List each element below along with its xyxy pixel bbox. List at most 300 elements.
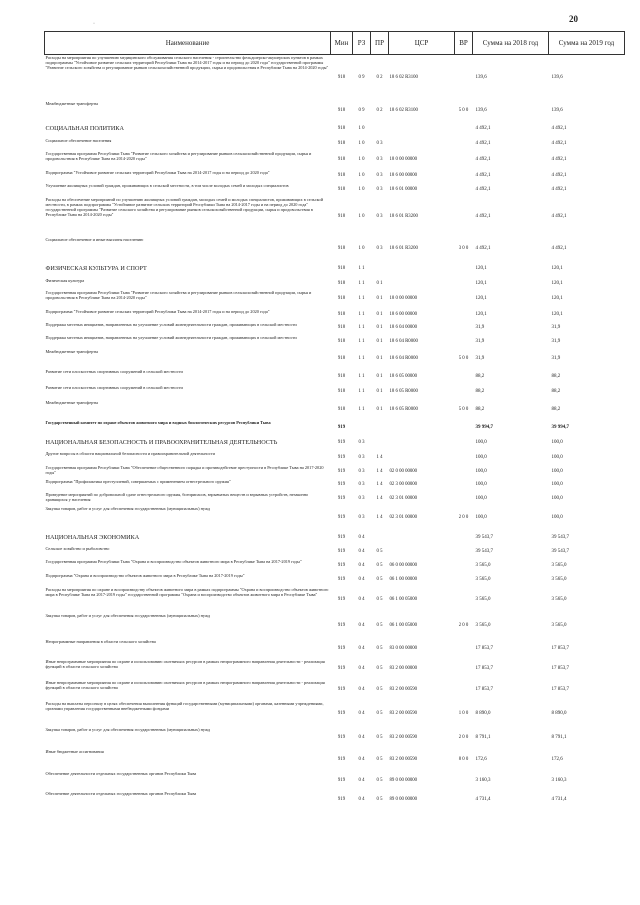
row-sum-2018: 3 565,0: [475, 576, 491, 582]
row-sum-2019: 4 731,4: [551, 796, 567, 802]
table-row: [45, 506, 625, 530]
row-rz: 0 4: [358, 756, 365, 762]
row-sum-2019: 88,2: [551, 373, 561, 379]
row-sum-2019: 39 543,7: [551, 534, 569, 540]
row-pr: 0 5: [376, 562, 383, 568]
row-name: Социальное обеспечение населения: [45, 137, 112, 143]
row-sum-2018: 4 492,1: [475, 157, 491, 163]
row-sum-2019: 3 565,0: [551, 622, 567, 628]
row-min: 919: [337, 424, 346, 430]
row-name: Физическая культура: [45, 277, 85, 283]
row-pr: 0 3: [376, 173, 383, 179]
row-pr: 1 4: [376, 468, 383, 474]
row-vr: [455, 479, 473, 492]
row-sum-2019: 31,9: [551, 325, 561, 331]
row-rz: 0 4: [358, 666, 365, 672]
table-row: [45, 385, 625, 400]
row-min: 918: [337, 266, 346, 272]
row-sum-2018: 3 160,3: [475, 777, 491, 783]
row-csr: 02 0 00 00000: [389, 468, 418, 474]
row-vr: 8 0 0: [458, 756, 469, 762]
header-sum-2018: Сумма на 2018 год: [473, 32, 549, 55]
table-row: [45, 492, 625, 506]
row-sum-2019: 3 565,0: [551, 596, 567, 602]
row-min: 918: [337, 373, 346, 379]
row-csr: 18 6 01 R3200: [389, 213, 418, 219]
row-csr: [389, 546, 455, 559]
row-rz: 0 9: [358, 75, 365, 81]
row-pr: 0 5: [376, 645, 383, 651]
row-min: 919: [337, 440, 346, 446]
row-vr: [455, 322, 473, 335]
row-name: Закупка товаров, работ и услуг для обеспечения государственных (муниципальных) нужд: [45, 612, 211, 618]
row-sum-2018: 4 492,1: [475, 186, 491, 192]
row-min: 919: [337, 756, 346, 762]
row-sum-2018: 4 492,1: [475, 173, 491, 179]
row-sum-2018: 4 731,4: [475, 796, 491, 802]
row-sum-2018: 4 492,1: [475, 245, 491, 251]
row-sum-2019: 17 853,7: [551, 687, 569, 693]
row-vr: [455, 309, 473, 322]
row-min: 919: [337, 514, 346, 520]
row-name: Межбюджетные трансферты: [45, 348, 99, 354]
row-name: Межбюджетные трансферты: [45, 399, 99, 405]
row-vr: [455, 369, 473, 385]
row-sum-2019: 100,0: [551, 440, 563, 446]
row-csr: 02 3 01 00000: [389, 514, 418, 520]
table-row: [45, 573, 625, 587]
header-min: Мин: [331, 32, 353, 55]
row-name: Расходы на мероприятия по улучшению медицинского обслуживания сельского населения - строительство фельдшерско-акушерских пунктов в рамках подпрограммы "Устойчивое развитие сельских территорий Республики Тыва на 2014-2017 годы и на период до 2020 года" государственной программы "Развитие сельского хозяйства и регулирование рынков сельскохозяйственной продукции, сырья и продовольствия в Республике Тыва на 2014-2020 годы": [45, 55, 329, 71]
row-sum-2019: 3 565,0: [551, 562, 567, 568]
row-rz: 1 0: [358, 245, 365, 251]
row-min: 918: [337, 186, 346, 192]
row-min: 918: [337, 173, 346, 179]
header-sum-2019: Сумма на 2019 год: [549, 32, 625, 55]
row-pr: 0 5: [376, 796, 383, 802]
row-pr: 0 5: [376, 596, 383, 602]
row-csr: 83 2 00 00590: [389, 710, 418, 716]
row-min: 918: [337, 325, 346, 331]
row-min: 919: [337, 596, 346, 602]
row-vr: [455, 639, 473, 659]
row-vr: [455, 197, 473, 237]
row-csr: [389, 530, 455, 546]
row-sum-2018: 120,1: [475, 280, 487, 286]
row-pr: [371, 261, 389, 278]
row-vr: [455, 791, 473, 809]
row-vr: 2 0 0: [458, 734, 469, 740]
row-rz: 0 4: [358, 622, 365, 628]
table-row: [45, 138, 625, 151]
row-vr: [455, 573, 473, 587]
row-sum-2019: 100,0: [551, 468, 563, 474]
row-min: 919: [337, 482, 346, 488]
scan-mark: ·: [93, 21, 95, 27]
row-sum-2019: 88,2: [551, 406, 561, 412]
row-csr: 06 1 00 05000: [389, 596, 418, 602]
row-sum-2018: 3 565,0: [475, 562, 491, 568]
row-min: 919: [337, 710, 346, 716]
row-csr: [389, 261, 455, 278]
row-name: Закупка товаров, работ и услуг для обеспечения государственных (муниципальных) нужд: [45, 505, 211, 511]
row-min: 919: [337, 666, 346, 672]
table-row: [45, 465, 625, 479]
header-csr: ЦСР: [389, 32, 455, 55]
header-vr: ВР: [455, 32, 473, 55]
row-rz: [353, 420, 371, 436]
row-name: Улучшение жилищных условий граждан, проживающих в сельской местности, в том числе молодых семей и молодых специалистов: [45, 182, 289, 188]
row-name: Государственная программа Республики Тыва "Развитие сельского хозяйства и регулирование рынков сельскохозяйственной продукции, сырья и продовольствия в Республике Тыва на 2014-2020 годы": [45, 150, 312, 161]
row-sum-2018: 139,6: [475, 107, 487, 113]
row-pr: 0 1: [376, 406, 383, 412]
row-name: Развитие сети плоскостных спортивных сооружений в сельской местности: [45, 368, 183, 374]
row-vr: [455, 680, 473, 701]
row-sum-2019: 120,1: [551, 280, 563, 286]
row-sum-2018: 120,1: [475, 266, 487, 272]
row-name: НАЦИОНАЛЬНАЯ ЭКОНОМИКА: [45, 533, 140, 541]
row-rz: 0 4: [358, 596, 365, 602]
row-min: 918: [337, 296, 346, 302]
table-row: [45, 701, 625, 727]
row-sum-2019: 4 492,1: [551, 213, 567, 219]
row-name: НАЦИОНАЛЬНАЯ БЕЗОПАСНОСТЬ И ПРАВООХРАНИТЕЛЬНАЯ ДЕЯТЕЛЬНОСТЬ: [45, 439, 278, 447]
row-rz: 0 4: [358, 687, 365, 693]
row-csr: 18 6 01 00000: [389, 186, 418, 192]
row-csr: 18 6 01 R3200: [389, 245, 418, 251]
row-vr: [455, 151, 473, 170]
table-row: [45, 659, 625, 680]
table-row: [45, 791, 625, 809]
row-min: 918: [337, 338, 346, 344]
row-csr: 18 6 05 00000: [389, 373, 418, 379]
row-csr: 06 0 00 00000: [389, 562, 418, 568]
row-sum-2019: 39 994,7: [551, 424, 569, 430]
row-csr: [389, 436, 455, 451]
row-sum-2018: 4 492,1: [475, 141, 491, 147]
row-csr: 18 6 02 R3100: [389, 107, 418, 113]
row-sum-2019: 4 492,1: [551, 141, 567, 147]
row-min: 918: [337, 406, 346, 412]
row-vr: [455, 465, 473, 479]
row-vr: [455, 335, 473, 349]
row-pr: 0 1: [376, 373, 383, 379]
row-name: Социальное обеспечение и иные выплаты населению: [45, 236, 144, 242]
row-sum-2018: 17 853,7: [475, 645, 493, 651]
row-sum-2019: 100,0: [551, 454, 563, 460]
table-row: [45, 727, 625, 749]
row-sum-2018: 3 565,0: [475, 622, 491, 628]
row-csr: 18 0 00 00000: [389, 157, 418, 163]
row-name: СОЦИАЛЬНАЯ ПОЛИТИКА: [45, 125, 124, 133]
row-name: Проведение мероприятий по добровольной сдаче огнестрельного оружия, боеприпасов, взрывчатых веществ и взрывных устройств, незаконно хранящихся у населения: [45, 491, 309, 502]
row-sum-2018: 100,0: [475, 454, 487, 460]
row-pr: 0 1: [376, 312, 383, 318]
table-row: [45, 237, 625, 261]
row-pr: 0 1: [376, 355, 383, 361]
row-name: Расходы на мероприятия по охране и воспроизводству объектов животного мира в рамках подпрограммы "Охрана и воспроизводство объектов животного мира в Республике Тыва на 2017-2019 годы" государственной программы "Охрана и воспроизводство объектов животного мира в Республике Тыва": [45, 586, 329, 597]
table-row: [45, 335, 625, 349]
row-sum-2018: 88,2: [475, 373, 485, 379]
row-sum-2018: 100,0: [475, 514, 487, 520]
row-rz: 0 4: [358, 534, 365, 540]
row-sum-2019: 39 543,7: [551, 549, 569, 555]
row-vr: 3 0 0: [458, 245, 469, 251]
row-pr: [371, 420, 389, 436]
table-row: [45, 436, 625, 451]
row-sum-2019: 4 492,1: [551, 126, 567, 132]
row-csr: 18 6 00 00000: [389, 173, 418, 179]
row-rz: 0 3: [358, 454, 365, 460]
row-sum-2019: 172,6: [551, 756, 563, 762]
row-sum-2018: 100,0: [475, 495, 487, 501]
table-row: [45, 420, 625, 436]
row-vr: [455, 436, 473, 451]
row-csr: [389, 121, 455, 138]
row-csr: [389, 451, 455, 465]
page-number: 20: [569, 14, 578, 24]
row-pr: 0 5: [376, 734, 383, 740]
row-sum-2018: 100,0: [475, 482, 487, 488]
row-sum-2019: 139,6: [551, 107, 563, 113]
row-sum-2019: 31,9: [551, 338, 561, 344]
row-sum-2019: 139,6: [551, 75, 563, 81]
row-rz: 0 9: [358, 107, 365, 113]
row-min: 919: [337, 562, 346, 568]
row-name: Другие вопросы в области национальной безопасности и правоохранительной деятельности: [45, 450, 215, 456]
row-name: Расходы на обеспечение мероприятий по улучшению жилищных условий граждан, молодых семей и молодых специалистов, проживающих в сельской местности, в рамках подпрограммы "Устойчивое развитие сельских территорий Республики Тыва на 2014-2017 годы и на период до 2020 года" государственной программы "Развитие сельского хозяйства и регулирование рынков сельскохозяйственной продукции, сырья и продовольствия в Республике Тыва на 2014-2020 годы": [45, 196, 323, 218]
row-csr: 83 2 00 00000: [389, 666, 418, 672]
row-vr: [455, 278, 473, 290]
row-pr: 0 1: [376, 389, 383, 395]
row-vr: [455, 771, 473, 791]
row-sum-2018: 8 791,1: [475, 734, 491, 740]
table-row: [45, 151, 625, 170]
row-sum-2018: 31,9: [475, 338, 485, 344]
row-pr: [371, 436, 389, 451]
row-name: ФИЗИЧЕСКАЯ КУЛЬТУРА И СПОРТ: [45, 265, 147, 273]
row-name: Сельское хозяйство и рыболовство: [45, 545, 110, 551]
row-vr: [455, 170, 473, 183]
row-min: 919: [337, 734, 346, 740]
row-csr: 18 6 04 00000: [389, 325, 418, 331]
table-row: [45, 546, 625, 559]
row-pr: 0 1: [376, 325, 383, 331]
row-vr: [455, 138, 473, 151]
row-csr: 06 1 00 00000: [389, 576, 418, 582]
row-sum-2019: 8 791,1: [551, 734, 567, 740]
row-csr: 89 0 00 00000: [389, 796, 418, 802]
row-pr: 1 4: [376, 514, 383, 520]
table-row: [45, 451, 625, 465]
table-row: [45, 749, 625, 771]
row-name: Подпрограмма "Охрана и воспроизводство объектов животного мира в Республике Тыва на 2017-2019 годы": [45, 572, 245, 578]
row-csr: 83 0 00 00000: [389, 645, 418, 651]
row-sum-2018: 31,9: [475, 325, 485, 331]
budget-table: [44, 31, 625, 809]
row-csr: 83 2 00 00590: [389, 734, 418, 740]
row-rz: 1 1: [358, 296, 365, 302]
row-vr: [455, 385, 473, 400]
row-pr: 1 4: [376, 454, 383, 460]
table-row: [45, 369, 625, 385]
row-pr: 0 3: [376, 141, 383, 147]
row-name: Иные непрограммные мероприятия по охране и использованию охотничьих ресурсов в рамках непрограммного направления деятельности - реализация функций в области сельского хозяйства: [45, 658, 325, 669]
row-sum-2019: 4 492,1: [551, 173, 567, 179]
row-pr: 0 5: [376, 666, 383, 672]
row-min: 919: [337, 645, 346, 651]
row-pr: 1 4: [376, 495, 383, 501]
row-vr: [455, 659, 473, 680]
row-rz: 1 1: [358, 325, 365, 331]
row-rz: 1 1: [358, 338, 365, 344]
row-sum-2019: 88,2: [551, 389, 561, 395]
table-row: [45, 170, 625, 183]
table-row: [45, 197, 625, 237]
row-vr: [455, 587, 473, 613]
row-csr: 02 3 00 00000: [389, 482, 418, 488]
row-name: Подпрограмма "Устойчивое развитие сельских территорий Республики Тыва на 2014-2017 годы и на период до 2020 года": [45, 308, 270, 314]
table-row: [45, 309, 625, 322]
row-sum-2018: 100,0: [475, 440, 487, 446]
row-vr: [455, 183, 473, 197]
table-row: [45, 639, 625, 659]
row-csr: 18 6 00 00000: [389, 312, 418, 318]
table-row: [45, 261, 625, 278]
row-sum-2018: 39 543,7: [475, 534, 493, 540]
table-row: [45, 479, 625, 492]
row-csr: 83 2 00 00590: [389, 687, 418, 693]
row-pr: 0 5: [376, 549, 383, 555]
row-pr: 0 5: [376, 622, 383, 628]
table-row: [45, 183, 625, 197]
row-min: 919: [337, 495, 346, 501]
row-name: Закупка товаров, работ и услуг для обеспечения государственных (муниципальных) нужд: [45, 726, 211, 732]
row-rz: 1 1: [358, 373, 365, 379]
row-rz: 0 4: [358, 710, 365, 716]
row-pr: 0 3: [376, 213, 383, 219]
row-csr: 18 6 05 R0000: [389, 406, 418, 412]
row-name: Обеспечение деятельности отдельных государственных органов Республики Тыва: [45, 770, 197, 776]
row-sum-2019: 17 853,7: [551, 666, 569, 672]
row-sum-2018: 139,6: [475, 75, 487, 81]
row-rz: 1 0: [358, 173, 365, 179]
table-row: [45, 278, 625, 290]
row-vr: [455, 451, 473, 465]
row-sum-2019: 3 565,0: [551, 576, 567, 582]
header-rz: РЗ: [353, 32, 371, 55]
row-pr: 0 2: [376, 75, 383, 81]
row-min: 919: [337, 534, 346, 540]
row-rz: 0 4: [358, 549, 365, 555]
row-csr: [389, 138, 455, 151]
row-name: Государственная программа Республики Тыва "Обеспечение общественного порядка и противодействие преступности в Республике Тыва на 2017-2020 годы": [45, 464, 324, 475]
row-rz: 1 0: [358, 141, 365, 147]
row-sum-2019: 3 160,3: [551, 777, 567, 783]
row-pr: 0 5: [376, 777, 383, 783]
table-header: [45, 32, 625, 55]
row-min: 918: [337, 389, 346, 395]
row-pr: [371, 121, 389, 138]
row-pr: 0 5: [376, 756, 383, 762]
row-sum-2019: 31,9: [551, 355, 561, 361]
row-csr: 18 6 02 R3100: [389, 75, 418, 81]
row-min: 919: [337, 576, 346, 582]
row-sum-2018: 4 492,1: [475, 126, 491, 132]
row-csr: 18 6 04 R0000: [389, 338, 418, 344]
row-rz: 0 3: [358, 514, 365, 520]
table-row: [45, 322, 625, 335]
table-row: [45, 290, 625, 309]
row-rz: 0 3: [358, 482, 365, 488]
row-rz: 0 4: [358, 645, 365, 651]
row-min: 919: [337, 622, 346, 628]
table-row: [45, 55, 625, 101]
row-pr: 0 3: [376, 245, 383, 251]
row-sum-2019: 100,0: [551, 495, 563, 501]
row-csr: 06 1 00 05000: [389, 622, 418, 628]
header-name: Наименование: [45, 32, 331, 55]
row-rz: 1 1: [358, 406, 365, 412]
row-min: 918: [337, 245, 346, 251]
row-min: 919: [337, 454, 346, 460]
row-sum-2018: 17 853,7: [475, 666, 493, 672]
row-pr: 0 5: [376, 687, 383, 693]
table-row: [45, 771, 625, 791]
row-rz: 0 4: [358, 576, 365, 582]
row-min: 918: [337, 141, 346, 147]
row-sum-2019: 120,1: [551, 266, 563, 272]
table-row: [45, 101, 625, 121]
row-name: Иные непрограммные мероприятия по охране и использованию охотничьих ресурсов в рамках непрограммного направления деятельности - реализация функций в области сельского хозяйства: [45, 679, 325, 690]
row-csr: 18 6 05 R0000: [389, 389, 418, 395]
row-sum-2019: 4 492,1: [551, 186, 567, 192]
row-rz: 1 1: [358, 312, 365, 318]
row-name: Подпрограмма "Профилактика преступлений, совершаемых с применением огнестрельного оружия": [45, 478, 231, 484]
row-sum-2018: 31,9: [475, 355, 485, 361]
row-vr: 1 0 0: [458, 710, 469, 716]
row-name: Непрограммные направления в области сельского хозяйства: [45, 638, 156, 644]
table-row: [45, 349, 625, 369]
row-rz: 1 0: [358, 126, 365, 132]
row-rz: 1 1: [358, 389, 365, 395]
row-vr: [455, 420, 473, 436]
row-vr: [455, 121, 473, 138]
row-vr: [455, 530, 473, 546]
row-csr: 89 0 00 00000: [389, 777, 418, 783]
row-vr: 5 0 0: [458, 355, 469, 361]
row-name: Обеспечение деятельности отдельных государственных органов Республики Тыва: [45, 790, 197, 796]
row-min: 919: [337, 687, 346, 693]
row-name: Поддержка местных инициатив, направленных на улучшение условий жизнедеятельности граждан, проживающих в сельской местности: [45, 334, 297, 340]
row-pr: 0 1: [376, 280, 383, 286]
row-min: 918: [337, 75, 346, 81]
row-csr: [389, 420, 455, 436]
row-rz: 1 1: [358, 280, 365, 286]
table-row: [45, 400, 625, 420]
row-pr: 0 3: [376, 186, 383, 192]
table-row: [45, 559, 625, 573]
table-row: [45, 587, 625, 613]
row-sum-2019: 4 492,1: [551, 157, 567, 163]
row-pr: 0 5: [376, 710, 383, 716]
row-min: 918: [337, 355, 346, 361]
row-vr: 5 0 0: [458, 107, 469, 113]
row-sum-2018: 100,0: [475, 468, 487, 474]
row-name: Подпрограмма "Устойчивое развитие сельских территорий Республики Тыва на 2014-2017 годы и на период до 2020 года": [45, 169, 270, 175]
row-rz: 0 3: [358, 468, 365, 474]
row-pr: [371, 530, 389, 546]
